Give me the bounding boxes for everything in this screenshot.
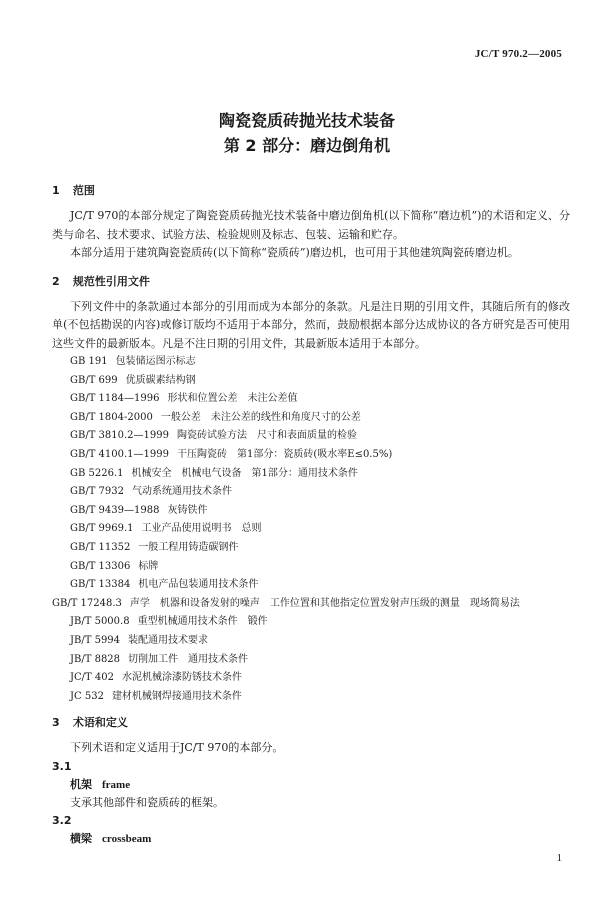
reference-title: 气动系统通用技术条件 <box>132 486 233 498</box>
reference-item <box>52 632 570 651</box>
terms-intro-paragraph: 下列术语和定义适用于JC/T 970的本部分。 <box>70 741 284 755</box>
reference-item <box>52 558 570 577</box>
section-number: 3 <box>52 716 60 730</box>
reference-code: GB/T 9439—1988 <box>70 504 160 516</box>
reference-code: GB/T 3810.2—1999 <box>70 430 169 442</box>
reference-item <box>52 688 570 707</box>
reference-code: GB/T 7932 <box>70 486 125 498</box>
reference-title: 声学 机器和设备发射的噪声 工作位置和其他指定位置发射声压级的测量 现场简易法 <box>129 597 520 609</box>
reference-code: GB/T 9969.1 <box>70 523 134 535</box>
scope-paragraph-1: JC/T 970的本部分规定了陶瓷瓷质砖抛光技术装备中磨边倒角机(以下简称“磨边机”)的术语和定义、分类与命名、技术要求、试验方法、检验规则及标志、包装、运输和贮存。 <box>52 209 570 241</box>
reference-code: GB/T 13306 <box>70 560 131 572</box>
reference-item <box>52 669 570 688</box>
reference-item <box>52 390 570 409</box>
section-number: 2 <box>52 274 60 288</box>
term-chinese: 横梁 <box>70 832 92 846</box>
reference-title: 一般公差 未注公差的线性和角度尺寸的公差 <box>160 411 361 423</box>
document-body <box>52 184 570 848</box>
reference-title: 切削加工件 通用技术条件 <box>128 653 249 665</box>
section-number: 1 <box>52 184 60 197</box>
reference-title: 陶瓷砖试验方法 尺寸和表面质量的检验 <box>177 430 357 442</box>
term-english: frame <box>102 778 131 791</box>
reference-title: 干压陶瓷砖 第1部分：瓷质砖(吸水率E≤0.5%) <box>177 448 393 460</box>
reference-code: JB/T 8828 <box>70 653 121 665</box>
reference-item <box>52 613 570 632</box>
reference-item <box>52 409 570 428</box>
references-intro-paragraph: 下列文件中的条款通过本部分的引用而成为本部分的条款。凡是注日期的引用文件，其随后所有的修改单(不包括勘误的内容)或修订版均不适用于本部分，然而，鼓励根据本部分达成协议的各方研究是否可使用这些文件的最新版本。凡是不注日期的引用文件，其最新版本适用于本部分。 <box>52 299 570 350</box>
reference-code: GB/T 11352 <box>70 541 131 553</box>
term-number: 3.1 <box>52 759 72 773</box>
reference-title: 一般工程用铸造碳钢件 <box>138 541 239 553</box>
reference-title: 重型机械通用技术条件 锻件 <box>137 616 268 628</box>
reference-item <box>52 520 570 539</box>
reference-title: 标牌 <box>138 560 159 572</box>
reference-code: GB/T 4100.1—1999 <box>70 448 169 460</box>
term-heading <box>52 830 570 848</box>
section-heading-scope <box>52 184 570 198</box>
scope-paragraph-2: 本部分适用于建筑陶瓷瓷质砖(以下简称“瓷质砖”)磨边机，也可用于其他建筑陶瓷砖磨边机。 <box>70 246 519 259</box>
document-subtitle: 第 2 部分：磨边倒角机 <box>223 136 391 155</box>
section-heading-normative-references <box>52 275 570 289</box>
section-title: 范围 <box>72 184 95 197</box>
reference-code: GB/T 13384 <box>70 579 131 591</box>
reference-item <box>34 595 570 614</box>
reference-item <box>52 651 570 670</box>
term-english: crossbeam <box>102 833 152 846</box>
reference-code: GB/T 17248.3 <box>52 597 122 609</box>
page-number: 1 <box>556 852 562 864</box>
reference-item <box>52 576 570 595</box>
reference-item <box>52 372 570 391</box>
reference-code: JB/T 5994 <box>70 634 121 646</box>
reference-title: 优质碳素结构钢 <box>125 374 196 386</box>
section-title: 术语和定义 <box>72 716 128 730</box>
reference-title: 水泥机械涂漆防锈技术条件 <box>121 672 242 684</box>
reference-title: 工业产品使用说明书 总则 <box>141 523 262 535</box>
reference-code: JB/T 5000.8 <box>70 616 130 628</box>
reference-code: GB 5226.1 <box>70 467 124 479</box>
reference-title: 机电产品包装通用技术条件 <box>138 579 259 591</box>
reference-item <box>52 446 570 465</box>
reference-code: JC 532 <box>70 690 104 702</box>
reference-code: GB/T 699 <box>70 374 118 386</box>
reference-item <box>52 465 570 484</box>
reference-title: 包装储运图示标志 <box>115 356 196 367</box>
reference-item <box>52 427 570 446</box>
reference-title: 机械安全 机械电气设备 第1部分：通用技术条件 <box>131 467 358 479</box>
reference-item <box>52 483 570 502</box>
reference-title: 建材机械钢焊接通用技术条件 <box>111 690 242 702</box>
reference-item <box>52 539 570 558</box>
document-title: 陶瓷瓷质砖抛光技术装备 <box>218 111 395 130</box>
reference-title: 灰铸铁件 <box>167 504 208 516</box>
reference-code: GB/T 1804-2000 <box>70 411 153 423</box>
section-heading-terms-definitions <box>52 716 570 730</box>
reference-code: GB 191 <box>70 356 108 367</box>
reference-code: GB/T 1184—1996 <box>70 393 160 405</box>
standard-code-header: JC/T 970.2—2005 <box>474 48 562 60</box>
term-heading <box>52 776 570 794</box>
reference-item <box>52 502 570 521</box>
reference-item <box>52 353 570 372</box>
reference-list <box>52 353 570 706</box>
term-chinese: 机架 <box>70 777 92 791</box>
term-number: 3.2 <box>52 814 72 828</box>
term-definition: 支承其他部件和瓷质砖的框架。 <box>70 795 224 809</box>
section-title: 规范性引用文件 <box>72 274 150 288</box>
reference-code: JC/T 402 <box>70 672 114 684</box>
reference-title: 形状和位置公差 未注公差值 <box>167 393 298 405</box>
reference-title: 装配通用技术要求 <box>128 634 209 646</box>
